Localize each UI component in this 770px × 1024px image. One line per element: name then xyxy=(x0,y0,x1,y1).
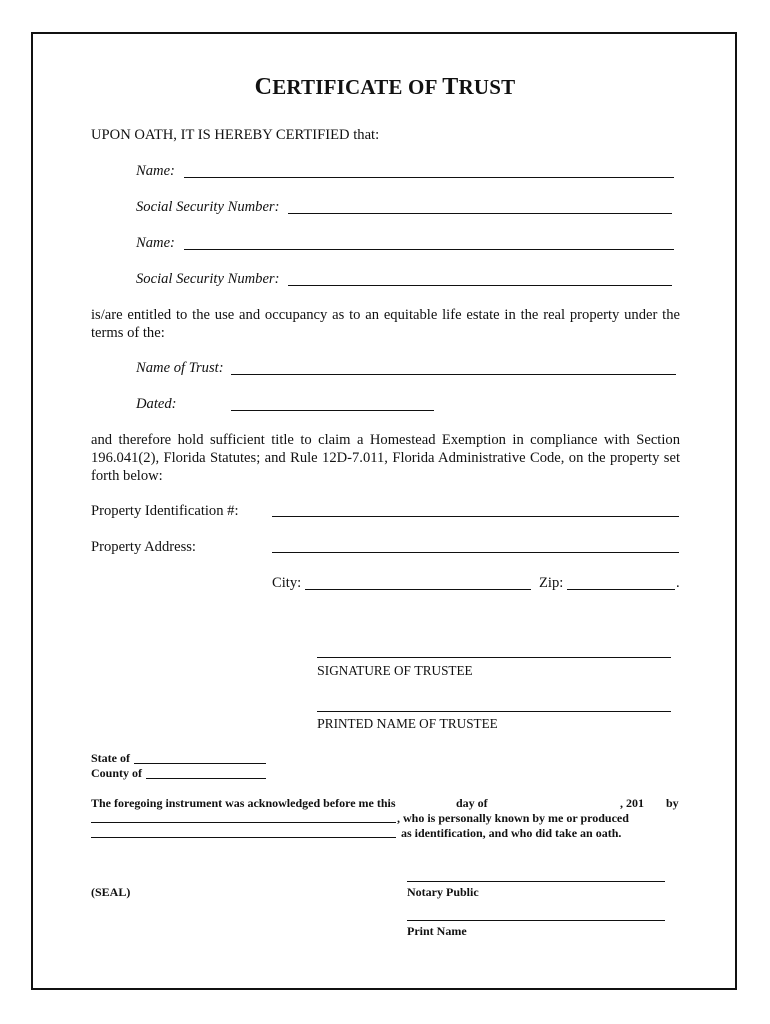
notary-year: , 201 xyxy=(620,796,644,810)
seal-label: (SEAL) xyxy=(91,885,131,899)
homestead-paragraph: and therefore hold sufficient title to claim a Homestead Exemption in compliance with Section 196.041(2), Florida Statutes; and Rule 12D-7.011, Florida Administrative Code, on the property set forth below: xyxy=(91,432,680,484)
notary-day-of: day of xyxy=(456,796,488,810)
state-label: State of xyxy=(91,751,130,765)
name-1-label: Name: xyxy=(136,163,175,179)
name-2-label: Name: xyxy=(136,235,175,251)
notary-by: by xyxy=(666,796,679,810)
ssn-2-field[interactable] xyxy=(288,285,672,286)
name-1-field[interactable] xyxy=(184,177,674,178)
dated-label: Dated: xyxy=(136,396,177,412)
property-address-field[interactable] xyxy=(272,552,679,553)
printed-name-of-trustee-label: PRINTED NAME OF TRUSTEE xyxy=(317,716,498,732)
name-2-field[interactable] xyxy=(184,249,674,250)
notary-line-1: The foregoing instrument was acknowledged before me this xyxy=(91,796,396,810)
trustee-signature-field[interactable] xyxy=(317,657,671,658)
ssn-2-label: Social Security Number: xyxy=(136,271,280,287)
dated-field[interactable] xyxy=(231,410,434,411)
state-field[interactable] xyxy=(134,763,266,764)
intro-text: UPON OATH, IT IS HEREBY CERTIFIED that: xyxy=(91,127,380,143)
zip-label: Zip: xyxy=(539,575,564,591)
ssn-1-field[interactable] xyxy=(288,213,672,214)
notary-public-signature-field[interactable] xyxy=(407,881,665,882)
notary-public-label: Notary Public xyxy=(407,885,479,899)
document-title: CERTIFICATE OF TRUST xyxy=(254,74,516,100)
property-address-label: Property Address: xyxy=(91,539,196,555)
signature-of-trustee-label: SIGNATURE OF TRUSTEE xyxy=(317,663,473,679)
print-name-label: Print Name xyxy=(407,924,467,938)
notary-person-field[interactable] xyxy=(91,822,396,823)
zip-period: . xyxy=(676,575,680,591)
entitled-paragraph: is/are entitled to the use and occupancy as to an equitable life estate in the real property under the terms of the: xyxy=(91,307,680,341)
notary-line-3: as identification, and who did take an oath. xyxy=(401,826,622,840)
zip-field[interactable] xyxy=(567,589,675,590)
ssn-1-label: Social Security Number: xyxy=(136,199,280,215)
notary-identification-field[interactable] xyxy=(91,837,396,838)
county-label: County of xyxy=(91,766,143,780)
property-id-label: Property Identification #: xyxy=(91,503,239,519)
city-label: City: xyxy=(272,575,302,591)
property-id-field[interactable] xyxy=(272,516,679,517)
county-field[interactable] xyxy=(146,778,266,779)
notary-line-2: , who is personally known by me or produced xyxy=(397,811,629,825)
trust-name-field[interactable] xyxy=(231,374,676,375)
city-field[interactable] xyxy=(305,589,531,590)
print-name-field[interactable] xyxy=(407,920,665,921)
trust-name-label: Name of Trust: xyxy=(136,360,224,376)
trustee-printed-name-field[interactable] xyxy=(317,711,671,712)
